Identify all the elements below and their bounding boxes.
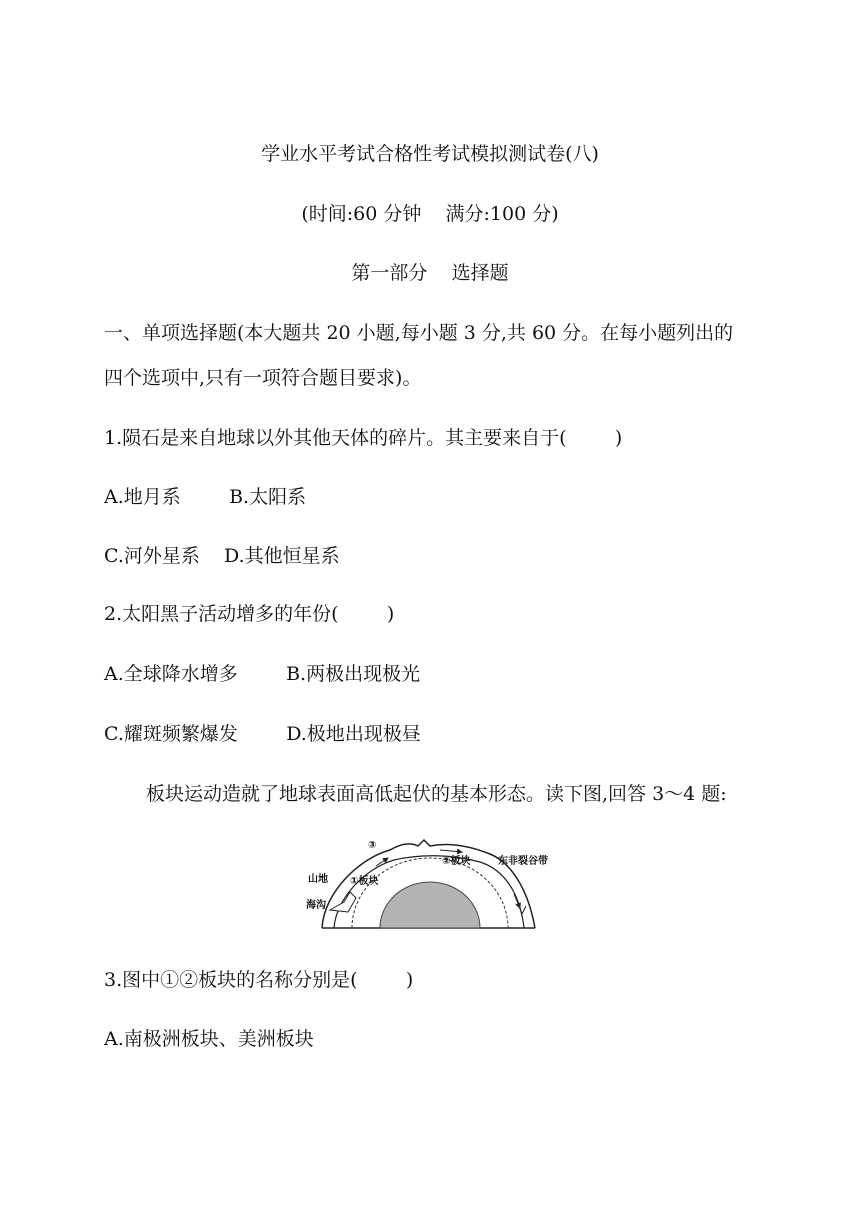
question-1: 1.陨石是来自地球以外其他天体的碎片。其主要来自于( ) xyxy=(104,427,623,449)
plate-tectonics-diagram xyxy=(300,832,550,932)
question-3: 3.图中①②板块的名称分别是( ) xyxy=(104,969,414,991)
earth-core xyxy=(380,882,480,928)
section-instructions-line1: 一、单项选择题(本大题共 20 小题,每小题 3 分,共 60 分。在每小题列出的 xyxy=(104,322,734,344)
label-plate-1: ①板块 xyxy=(350,876,379,887)
label-rift-valley: 东非裂谷带 xyxy=(498,856,548,867)
section-instructions-line2: 四个选项中,只有一项符合题目要求)。 xyxy=(104,367,422,389)
arrow-top xyxy=(440,850,462,852)
label-plate-2: ②板块 xyxy=(442,856,471,867)
doc-title: 学业水平考试合格性考试模拟测试卷(八) xyxy=(261,143,599,165)
question-1-options-row1: A.地月系 B.太阳系 xyxy=(104,486,307,508)
question-2-options-row2: C.耀斑频繁爆发 D.极地出现极昼 xyxy=(104,723,421,745)
part-heading: 第一部分 选择题 xyxy=(351,262,509,284)
arrow-right xyxy=(514,894,520,908)
label-mountain: 山地 xyxy=(308,874,328,885)
label-plate-3: ③ xyxy=(368,840,377,851)
figure-intro: 板块运动造就了地球表面高低起伏的基本形态。读下图,回答 3～4 题: xyxy=(146,783,727,805)
question-1-options-row2: C.河外星系 D.其他恒星系 xyxy=(104,545,340,567)
subduction-wedge xyxy=(330,892,356,912)
question-3-option-a: A.南极洲板块、美洲板块 xyxy=(104,1028,314,1050)
doc-subtitle: (时间:60 分钟 满分:100 分) xyxy=(301,203,559,225)
question-2: 2.太阳黑子活动增多的年份( ) xyxy=(104,603,395,625)
label-trench: 海沟 xyxy=(306,900,326,911)
question-2-options-row1: A.全球降水增多 B.两极出现极光 xyxy=(104,663,421,685)
